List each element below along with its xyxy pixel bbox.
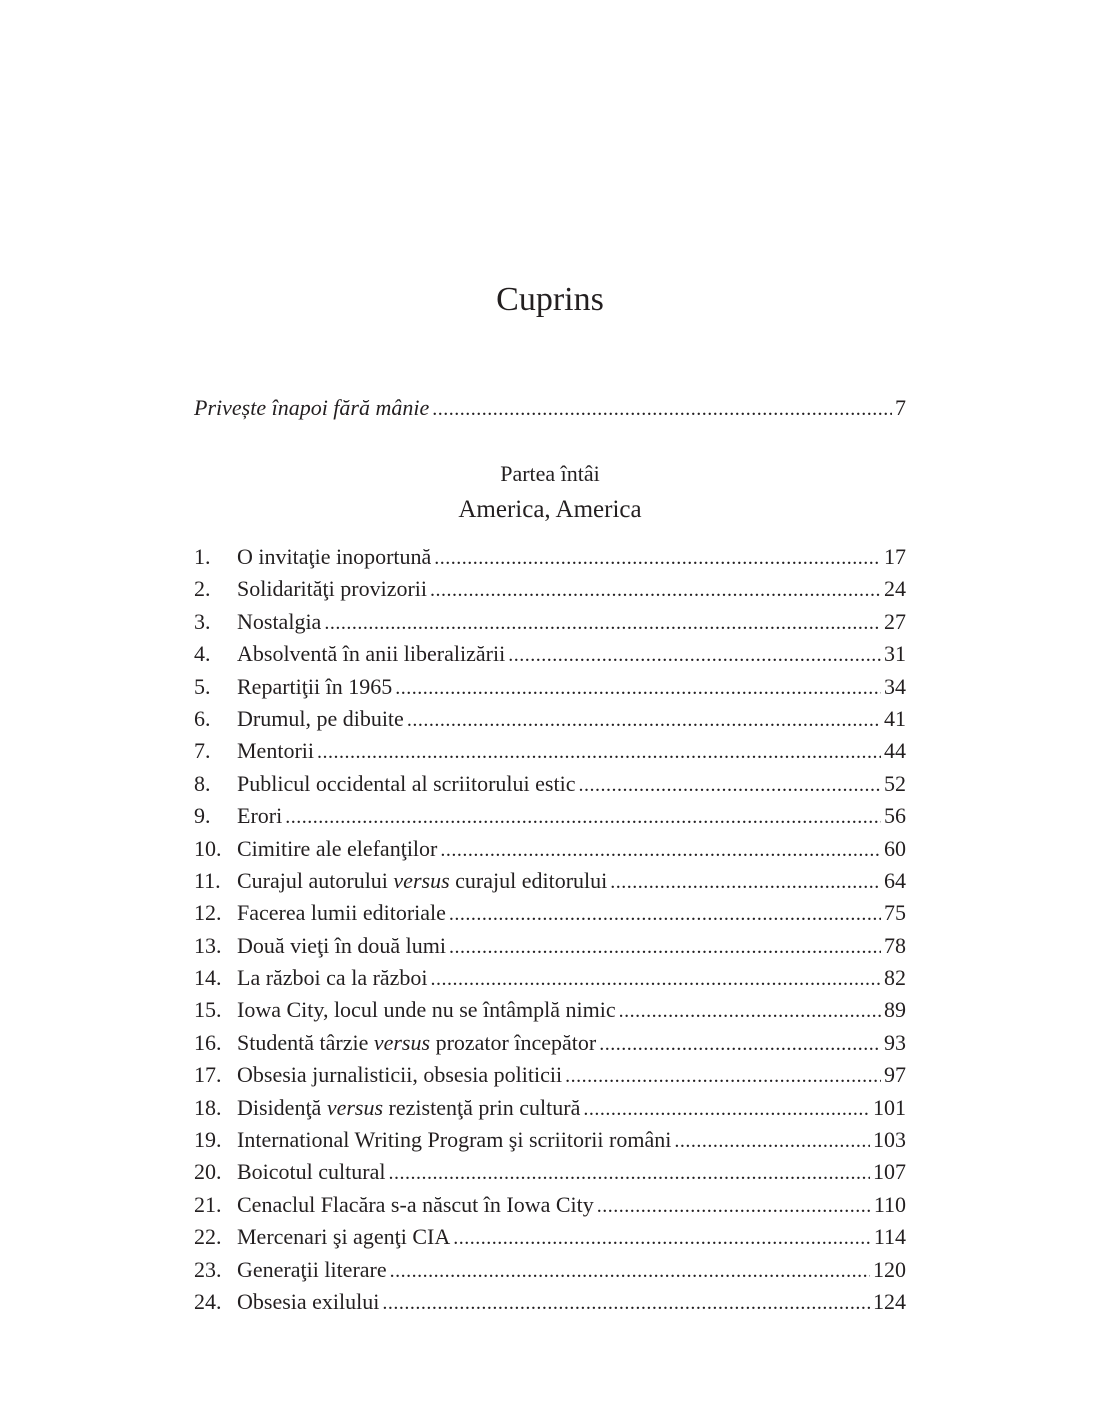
chapter-number: 20.: [194, 1159, 222, 1185]
chapter-title-text-continued: rezistenţă prin cultură: [383, 1094, 581, 1120]
chapter-title-text: Drumul, pe dibuite: [237, 705, 404, 731]
dot-leader: [597, 1190, 871, 1222]
dot-leader: [508, 639, 881, 671]
chapter-title-text: Absolventă în anii liberalizării: [237, 641, 506, 667]
toc-entry: [194, 833, 906, 865]
chapter-page-number: 107: [873, 1159, 906, 1185]
chapter-title: [237, 768, 575, 800]
chapter-title-text: Două vieţi în două lumi: [237, 932, 446, 958]
chapter-title-text: Mentorii: [237, 738, 314, 764]
dot-leader: [610, 866, 881, 898]
chapter-title-text: Studentă târzie: [237, 1029, 374, 1055]
chapter-title-text: Mercenari şi agenţi CIA: [237, 1224, 451, 1250]
chapter-title: [237, 1027, 596, 1059]
part-label: Partea întâi: [500, 461, 600, 486]
chapter-number: 19.: [194, 1127, 222, 1153]
dot-leader: [619, 995, 881, 1027]
chapter-number: 12.: [194, 900, 222, 926]
dot-leader: [388, 1157, 870, 1189]
chapter-number: 18.: [194, 1094, 222, 1120]
chapter-page-number: 89: [884, 997, 906, 1023]
toc-entry: [194, 1286, 906, 1318]
chapter-number: 13.: [194, 932, 222, 958]
chapter-title: [237, 800, 282, 832]
chapter-title-text: Solidarităţi provizorii: [237, 576, 428, 602]
chapter-page-number: 52: [884, 770, 906, 796]
chapter-number: 1.: [194, 544, 211, 569]
chapter-title: [237, 1092, 580, 1124]
toc-entry: [194, 1092, 906, 1124]
dot-leader: [453, 1222, 871, 1254]
chapter-title: [237, 865, 607, 897]
chapter-page-number: 56: [884, 803, 906, 829]
chapter-title: [237, 1059, 562, 1091]
chapter-title: [237, 638, 505, 670]
chapter-number: 2.: [194, 576, 211, 602]
intro-page-number: 7: [895, 395, 906, 420]
chapter-title: [237, 897, 446, 929]
chapter-title-text: Obsesia jurnalisticii, obsesia politicii: [237, 1062, 563, 1088]
chapter-title-text: Curajul autorului: [237, 867, 394, 893]
page-title: Cuprins: [496, 281, 604, 318]
chapter-title: [237, 1156, 385, 1188]
chapter-page-number: 124: [873, 1288, 906, 1314]
chapter-title-text: Erori: [237, 803, 283, 829]
chapter-number: 4.: [194, 641, 211, 667]
toc-entry: [194, 671, 906, 703]
chapter-number: 8.: [194, 770, 211, 796]
toc-entry: [194, 1059, 906, 1091]
chapter-number: 16.: [194, 1029, 222, 1055]
chapter-list: [194, 541, 906, 1318]
chapter-title-text: Nostalgia: [237, 608, 322, 634]
dot-leader: [449, 931, 881, 963]
toc-entry: [194, 994, 906, 1026]
dot-leader: [382, 1287, 870, 1319]
chapter-title-text: Cenaclul Flacăra s-a născut în Iowa City: [237, 1191, 594, 1217]
chapter-number: 14.: [194, 965, 222, 991]
chapter-page-number: 82: [884, 965, 906, 991]
chapter-number: 3.: [194, 608, 211, 634]
chapter-number: 23.: [194, 1256, 222, 1282]
chapter-number: 24.: [194, 1288, 222, 1314]
chapter-number: 7.: [194, 738, 211, 764]
chapter-number: 22.: [194, 1224, 222, 1250]
chapter-title: [237, 703, 404, 735]
chapter-title: [237, 1254, 387, 1286]
chapter-page-number: 93: [884, 1029, 906, 1055]
chapter-title-italic: versus: [393, 867, 450, 893]
toc-entry: [194, 1124, 906, 1156]
toc-entry: [194, 541, 906, 573]
dot-leader: [390, 1255, 870, 1287]
chapter-page-number: 75: [884, 900, 906, 926]
dot-leader: [431, 963, 881, 995]
chapter-page-number: 31: [884, 641, 906, 667]
toc-entry-intro: [194, 392, 906, 424]
part-title: America, America: [458, 496, 642, 523]
chapter-title-text: International Writing Program şi scriitorii români: [237, 1127, 672, 1153]
dot-leader: [583, 1093, 870, 1125]
intro-label: Privește înapoi fără mânie: [194, 395, 430, 420]
chapter-title-text: Repartiţii în 1965: [237, 673, 393, 699]
dot-leader: [324, 607, 881, 639]
dot-leader: [599, 1028, 881, 1060]
chapter-title: [237, 1189, 594, 1221]
chapter-number: 17.: [194, 1062, 222, 1088]
chapter-title: [237, 606, 321, 638]
toc-entry: [194, 768, 906, 800]
chapter-title-text-continued: curajul editorului: [449, 867, 608, 893]
toc-entry: [194, 1221, 906, 1253]
chapter-title: [237, 930, 446, 962]
chapter-number: 15.: [194, 997, 222, 1023]
chapter-page-number: 44: [884, 738, 906, 764]
toc-entry: [194, 735, 906, 767]
toc-entry: [194, 638, 906, 670]
chapter-page-number: 41: [884, 705, 906, 731]
chapter-title: [237, 671, 392, 703]
toc-entry: [194, 930, 906, 962]
chapter-title-text: Cimitire ale elefanţilor: [237, 835, 438, 861]
chapter-number: 10.: [194, 835, 222, 861]
chapter-title: [237, 573, 427, 605]
chapter-page-number: 24: [884, 576, 906, 602]
chapter-title-text: Facerea lumii editoriale: [237, 900, 446, 926]
toc-entry: [194, 1189, 906, 1221]
toc-entry: [194, 703, 906, 735]
chapter-page-number: 103: [873, 1127, 906, 1153]
chapter-title-text: Disidenţă: [237, 1094, 327, 1120]
dot-leader: [407, 704, 881, 736]
chapter-number: 6.: [194, 705, 211, 731]
dot-leader: [317, 736, 881, 768]
dot-leader: [285, 801, 881, 833]
toc-entry: [194, 573, 906, 605]
dot-leader: [565, 1060, 881, 1092]
chapter-page-number: 120: [873, 1256, 906, 1282]
chapter-title: [237, 541, 431, 573]
dot-leader: [434, 542, 881, 574]
dot-leader: [440, 834, 881, 866]
toc-entry: [194, 1156, 906, 1188]
chapter-title-text: La război ca la război: [237, 965, 428, 991]
chapter-title: [237, 735, 314, 767]
chapter-title-italic: versus: [326, 1094, 384, 1120]
chapter-page-number: 34: [884, 673, 906, 699]
toc-entry: [194, 897, 906, 929]
chapter-number: 9.: [194, 803, 211, 829]
chapter-title-text: Boicotul cultural: [237, 1159, 386, 1185]
dot-leader: [578, 769, 881, 801]
chapter-title-text: Iowa City, locul unde nu se întâmplă nimic: [237, 997, 616, 1023]
chapter-number: 11.: [194, 867, 221, 893]
chapter-title: [237, 1286, 379, 1318]
toc-entry: [194, 606, 906, 638]
chapter-page-number: 64: [884, 867, 906, 893]
chapter-page-number: 114: [873, 1224, 906, 1250]
chapter-page-number: 110: [873, 1191, 906, 1217]
chapter-number: 5.: [194, 673, 211, 699]
dot-leader: [430, 574, 881, 606]
dot-leader: [395, 672, 881, 704]
chapter-title-text: O invitaţie inoportună: [237, 544, 432, 569]
chapter-title: [237, 1124, 671, 1156]
chapter-title-text: Generaţii literare: [237, 1256, 387, 1282]
toc-entry: [194, 962, 906, 994]
chapter-page-number: 97: [884, 1062, 906, 1088]
chapter-title-text-continued: prozator începător: [430, 1029, 597, 1055]
chapter-page-number: 101: [873, 1094, 906, 1120]
chapter-page-number: 27: [884, 608, 906, 634]
chapter-title-text: Obsesia exilului: [237, 1288, 380, 1314]
chapter-title-text: Publicul occidental al scriitorului estic: [237, 770, 576, 796]
chapter-page-number: 17: [884, 544, 906, 569]
toc-entry: [194, 865, 906, 897]
chapter-page-number: 60: [884, 835, 906, 861]
chapter-title-italic: versus: [373, 1029, 431, 1055]
dot-leader: [674, 1125, 870, 1157]
toc-entry: [194, 800, 906, 832]
chapter-title: [237, 962, 428, 994]
chapter-number: 21.: [194, 1191, 222, 1217]
toc-entry: [194, 1027, 906, 1059]
chapter-page-number: 78: [884, 932, 906, 958]
dot-leader: [432, 393, 892, 425]
chapter-title: [237, 833, 437, 865]
chapter-title: [237, 1221, 450, 1253]
toc-entry: [194, 1254, 906, 1286]
dot-leader: [449, 898, 881, 930]
chapter-title: [237, 994, 616, 1026]
